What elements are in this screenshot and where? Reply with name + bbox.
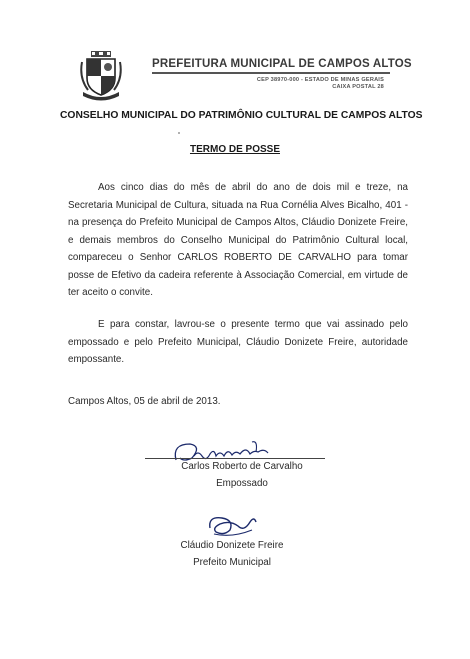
paragraph-2: E para constar, lavrou-se o presente termo que vai assinado pelo empossado e pelo Prefeito Municipal, Cláudio Donizete Freire, autoridade empossante. xyxy=(68,319,408,365)
letterhead-postal-box: CAIXA POSTAL 28 xyxy=(332,84,384,90)
letterhead-title: PREFEITURA MUNICIPAL DE CAMPOS ALTOS xyxy=(152,58,412,70)
council-heading: CONSELHO MUNICIPAL DO PATRIMÔNIO CULTURAL DE CAMPOS ALTOS xyxy=(60,110,423,121)
signatory-2-name: Cláudio Donizete Freire xyxy=(180,540,284,551)
place-date: Campos Altos, 05 de abril de 2013. xyxy=(68,396,221,407)
signatory-1-name: Carlos Roberto de Carvalho xyxy=(181,461,303,472)
signature-1-line xyxy=(145,458,325,459)
paragraph-1: Aos cinco dias do mês de abril do ano de dois mil e treze, na Secretaria Municipal de Cultura, situada na Rua Cornélia Alves Bicalho, 401 - na presença do Prefeito Municipal de Campos Altos, Cláudio Donizete Freire, e demais membros do Conselho Municipal do Patrimônio Cultural local, compareceu o Senhor CARLOS ROBERTO DE CARVALHO para tomar posse de Efetivo da cadeira referente à Associação Comercial, em virtude de ter aceito o convite. xyxy=(68,182,408,298)
signatory-2-role: Prefeito Municipal xyxy=(193,557,271,568)
term-heading: TERMO DE POSSE xyxy=(189,144,280,155)
signature-2-handwriting xyxy=(204,508,260,538)
coat-of-arms-icon xyxy=(78,50,124,102)
letterhead-address: CEP 38970-000 - ESTADO DE MINAS GERAIS xyxy=(256,77,384,83)
signatory-1-role: Empossado xyxy=(216,478,268,489)
stray-mark xyxy=(178,132,180,134)
letterhead-rule xyxy=(152,72,390,74)
